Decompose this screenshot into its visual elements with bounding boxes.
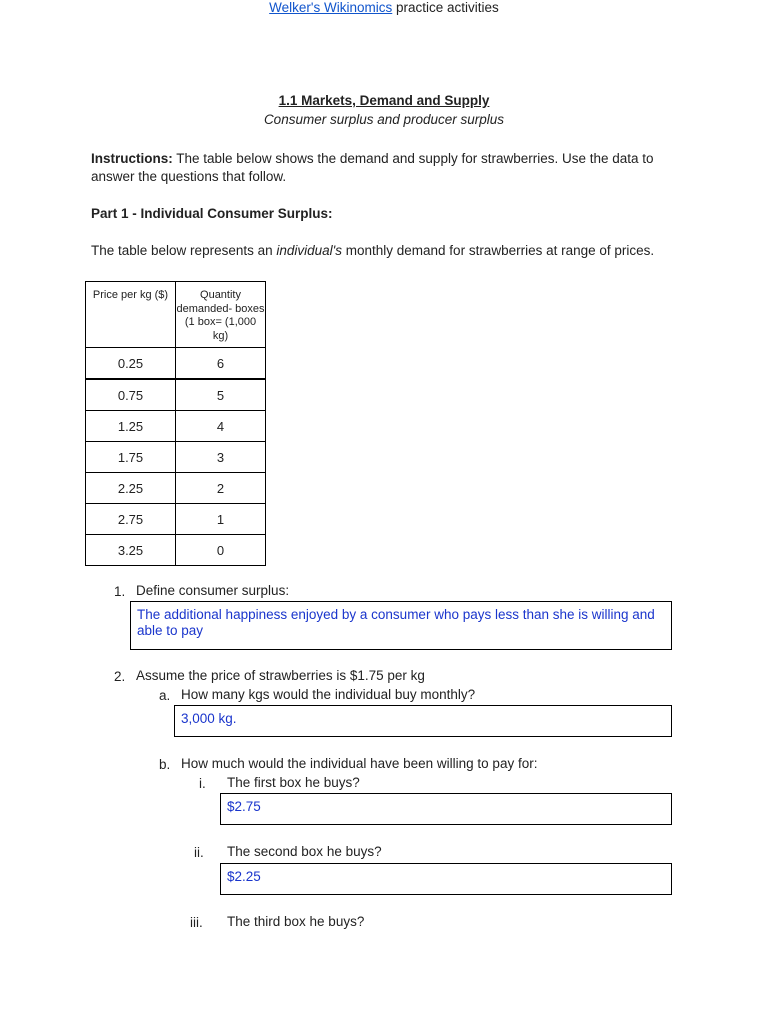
price-cell: 2.75 [86,504,176,535]
table-row [86,348,266,380]
q2bii-number: ii. [194,845,204,860]
header-text: practice activities [392,0,499,15]
price-cell: 1.25 [86,411,176,442]
table-row [86,379,266,411]
q2bii-answer-box[interactable]: $2.25 [220,863,672,895]
q2a-text: How many kgs would the individual buy monthly? [181,687,476,702]
header-quantity: Quantity demanded- boxes (1 box= (1,000 kg) [176,282,266,348]
q1-answer-box[interactable]: The additional happiness enjoyed by a consumer who pays less than she is willing and able to pay [130,601,672,650]
table-row [86,442,266,473]
instructions [91,150,681,186]
q2-number: 2. [114,669,126,684]
table-intro-before: The table below represents an [91,243,277,258]
instructions-text: The table below shows the demand and supply for strawberries. Use the data to answer the questions that follow. [91,151,654,184]
table-intro [91,243,654,258]
q1-number: 1. [114,584,126,599]
q2a-number: a. [159,688,171,703]
table-row [86,504,266,535]
q1-text: Define consumer surplus: [136,583,290,598]
table-row [86,535,266,566]
quantity-cell: 2 [176,473,266,504]
price-cell: 0.75 [86,379,176,411]
q2-text: Assume the price of strawberries is $1.75 per kg [136,668,425,683]
quantity-cell: 3 [176,442,266,473]
price-cell: 1.75 [86,442,176,473]
q2biii-text: The third box he buys? [227,914,365,929]
table-intro-italic: individual's [276,243,342,258]
demand-table [85,281,266,566]
instructions-label: Instructions: [91,151,173,166]
price-cell: 3.25 [86,535,176,566]
q2a-answer-box[interactable]: 3,000 kg. [174,705,672,737]
table-row [86,473,266,504]
q2bi-text: The first box he buys? [227,775,360,790]
quantity-cell: 5 [176,379,266,411]
page-title: 1.1 Markets, Demand and Supply [278,93,490,108]
page-subtitle: Consumer surplus and producer surplus [263,112,505,127]
price-cell: 2.25 [86,473,176,504]
part1-heading: Part 1 - Individual Consumer Surplus: [91,206,333,221]
price-cell: 0.25 [86,348,176,380]
table-header-row [86,282,266,348]
q2biii-number: iii. [190,915,203,930]
q2bi-answer-box[interactable]: $2.75 [220,793,672,825]
quantity-cell: 6 [176,348,266,380]
quantity-cell: 4 [176,411,266,442]
header-price: Price per kg ($) [86,282,176,348]
q2b-text: How much would the individual have been willing to pay for: [181,756,538,771]
wikinomics-link[interactable]: Welker's Wikinomics [269,0,393,15]
q2b-number: b. [159,757,171,772]
table-row [86,411,266,442]
q2bi-number: i. [199,776,206,791]
quantity-cell: 1 [176,504,266,535]
quantity-cell: 0 [176,535,266,566]
table-intro-after: monthly demand for strawberries at range of prices. [342,243,655,258]
q2bii-text: The second box he buys? [227,844,382,859]
page-header [0,0,768,15]
